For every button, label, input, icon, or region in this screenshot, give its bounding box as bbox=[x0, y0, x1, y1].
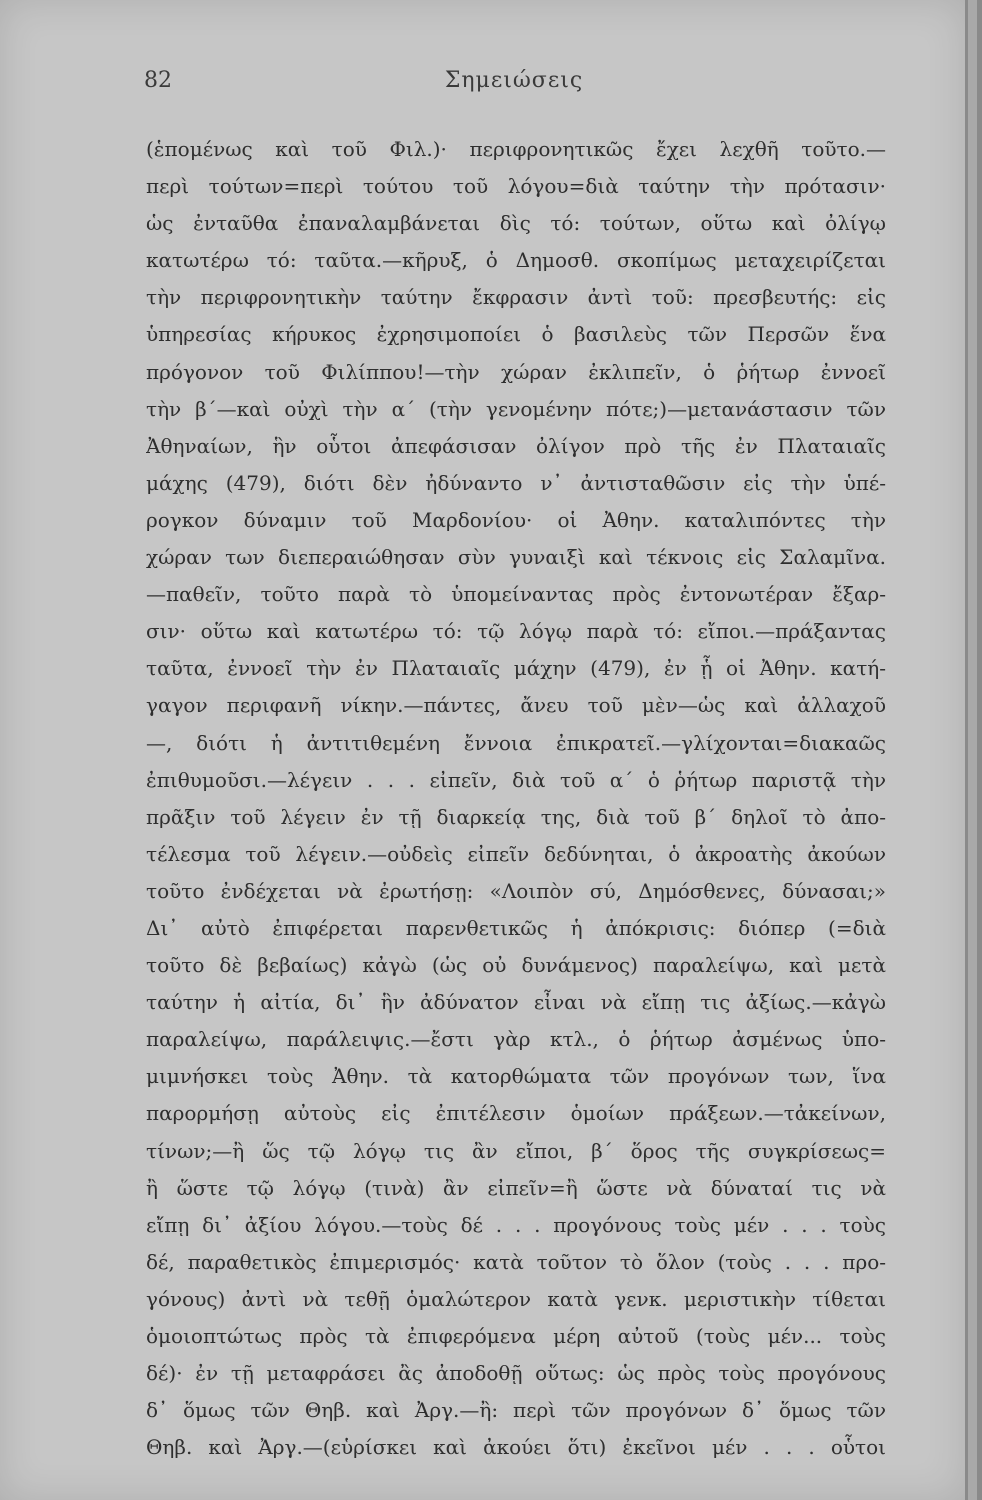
text-line: Ἀθηναίων, ἣν οὗτοι ἀπεφάσισαν ὀλίγον πρὸ τῆς ἐν Πλαταιαῖς bbox=[146, 433, 886, 458]
text-line: Δι᾽ αὐτὸ ἐπιφέρεται παρενθετικῶς ἡ ἀπόκρισις: διόπερ (=διὰ bbox=[146, 915, 886, 940]
text-line: τὴν β΄—καὶ οὐχὶ τὴν α΄ (τὴν γενομένην πότε;)—μετανάστασιν τῶν bbox=[146, 396, 886, 421]
text-line: δέ)· ἐν τῇ μεταφράσει ἂς ἀποδοθῇ οὕτως: ὡς πρὸς τοὺς προγόνους bbox=[146, 1361, 886, 1386]
text-line: —, διότι ἡ ἀντιτιθεμένη ἔννοια ἐπικρατεῖ.—γλίχονται=διακαῶς bbox=[146, 730, 886, 755]
text-line: πρόγονον τοῦ Φιλίππου!—τὴν χώραν ἐκλιπεῖν, ὁ ῥήτωρ ἐννοεῖ bbox=[146, 359, 886, 384]
text-line: μάχης (479), διότι δὲν ἠδύναντο ν᾽ ἀντισταθῶσιν εἰς τὴν ὑπέ- bbox=[146, 470, 886, 495]
text-line: παρορμήσῃ αὐτοὺς εἰς ἐπιτέλεσιν ὁμοίων πράξεων.—τἀκείνων, bbox=[146, 1101, 886, 1126]
text-line: μιμνήσκει τοὺς Ἀθην. τὰ κατορθώματα τῶν προγόνων των, ἵνα bbox=[146, 1064, 886, 1089]
text-line: δ᾽ ὅμως τῶν Θηβ. καὶ Ἀργ.—ἢ: περὶ τῶν προγόνων δ᾽ ὅμως τῶν bbox=[146, 1398, 886, 1423]
text-line: σιν· οὕτω καὶ κατωτέρω τό: τῷ λόγῳ παρὰ τό: εἴποι.—πράξαντας bbox=[146, 619, 886, 644]
text-line: τίνων;—ἢ ὥς τῷ λόγῳ τις ἂν εἴποι, β΄ ὅρος τῆς συγκρίσεως= bbox=[146, 1138, 886, 1163]
text-line: ἐπιθυμοῦσι.—λέγειν . . . εἰπεῖν, διὰ τοῦ α΄ ὁ ῥήτωρ παριστᾷ τὴν bbox=[146, 767, 886, 792]
body-text bbox=[146, 131, 886, 1466]
text-line: ὑπηρεσίας κήρυκος ἐχρησιμοποίει ὁ βασιλεὺς τῶν Περσῶν ἕνα bbox=[146, 322, 886, 347]
page-header bbox=[144, 68, 884, 108]
text-line: γαγον περιφανῆ νίκην.—πάντες, ἄνευ τοῦ μὲν—ὡς καὶ ἀλλαχοῦ bbox=[146, 693, 886, 718]
text-line: γόνους) ἀντὶ νὰ τεθῇ ὁμαλώτερον κατὰ γενκ. μεριστικὴν τίθεται bbox=[146, 1286, 886, 1311]
running-head: Σημειώσεις bbox=[444, 68, 584, 93]
text-line: (ἑπομένως καὶ τοῦ Φιλ.)· περιφρονητικῶς ἔχει λεχθῆ τοῦτο.— bbox=[146, 137, 886, 161]
text-line: ταῦτα, ἐννοεῖ τὴν ἐν Πλαταιαῖς μάχην (479), ἐν ᾗ οἱ Ἀθην. κατή- bbox=[146, 656, 886, 681]
text-line: παραλείψω, παράλειψις.—ἔστι γὰρ κτλ., ὁ ῥήτωρ ἀσμένως ὑπο- bbox=[146, 1027, 886, 1052]
text-line: τοῦτο δὲ βεβαίως) κἀγὼ (ὡς οὐ δυνάμενος) παραλείψω, καὶ μετὰ bbox=[146, 953, 886, 978]
page-number: 82 bbox=[144, 68, 172, 93]
text-line: κατωτέρω τό: ταῦτα.—κῆρυξ, ὁ Δημοσθ. σκοπίμως μεταχειρίζεται bbox=[146, 248, 886, 273]
text-line: ρογκον δύναμιν τοῦ Μαρδονίου· οἱ Ἀθην. καταλιπόντες τὴν bbox=[146, 507, 886, 532]
text-line: πρᾶξιν τοῦ λέγειν ἐν τῇ διαρκείᾳ της, διὰ τοῦ β΄ δηλοῖ τὸ ἀπο- bbox=[146, 804, 886, 829]
text-line: δέ, παραθετικὸς ἐπιμερισμός· κατὰ τοῦτον τὸ ὅλον (τοὺς . . . προ- bbox=[146, 1249, 886, 1274]
text-line: ὁμοιοπτώτως πρὸς τὰ ἐπιφερόμενα μέρη αὐτοῦ (τοὺς μέν... τοὺς bbox=[146, 1324, 886, 1348]
text-line: ἢ ὥστε τῷ λόγῳ (τινὰ) ἂν εἰπεῖν=ἢ ὥστε νὰ δύναταί τις νὰ bbox=[146, 1175, 886, 1200]
text-line: τὴν περιφρονητικὴν ταύτην ἔκφρασιν ἀντὶ τοῦ: πρεσβευτής: εἰς bbox=[146, 285, 886, 310]
text-line: εἴπῃ δι᾽ ἀξίου λόγου.—τοὺς δέ . . . προγόνους τοὺς μέν . . . τοὺς bbox=[146, 1212, 886, 1237]
text-line: τέλεσμα τοῦ λέγειν.—οὐδεὶς εἰπεῖν δεδύνηται, ὁ ἀκροατὴς ἀκούων bbox=[146, 841, 886, 866]
text-line: —παθεῖν, τοῦτο παρὰ τὸ ὑπομείναντας πρὸς ἐντονωτέραν ἔξαρ- bbox=[146, 582, 886, 607]
page-edge bbox=[965, 0, 982, 1500]
text-line: ταύτην ἡ αἰτία, δι᾽ ἣν ἀδύνατον εἶναι νὰ εἴπῃ τις ἀξίως.—κἀγὼ bbox=[146, 990, 886, 1015]
text-line: περὶ τούτων=περὶ τούτου τοῦ λόγου=διὰ ταύτην τὴν πρότασιν· bbox=[146, 174, 886, 199]
text-line: χώραν των διεπεραιώθησαν σὺν γυναιξὶ καὶ τέκνοις εἰς Σαλαμῖνα. bbox=[146, 545, 886, 570]
text-line: τοῦτο ἐνδέχεται νὰ ἐρωτήσῃ: «Λοιπὸν σύ, Δημόσθενες, δύνασαι;» bbox=[146, 878, 886, 903]
text-line: ὡς ἐνταῦθα ἐπαναλαμβάνεται δὶς τό: τούτων, οὕτω καὶ ὀλίγῳ bbox=[146, 211, 886, 236]
text-line: Θηβ. καὶ Ἀργ.—(εὑρίσκει καὶ ἀκούει ὅτι) ἐκεῖνοι μέν . . . οὗτοι bbox=[146, 1435, 886, 1460]
